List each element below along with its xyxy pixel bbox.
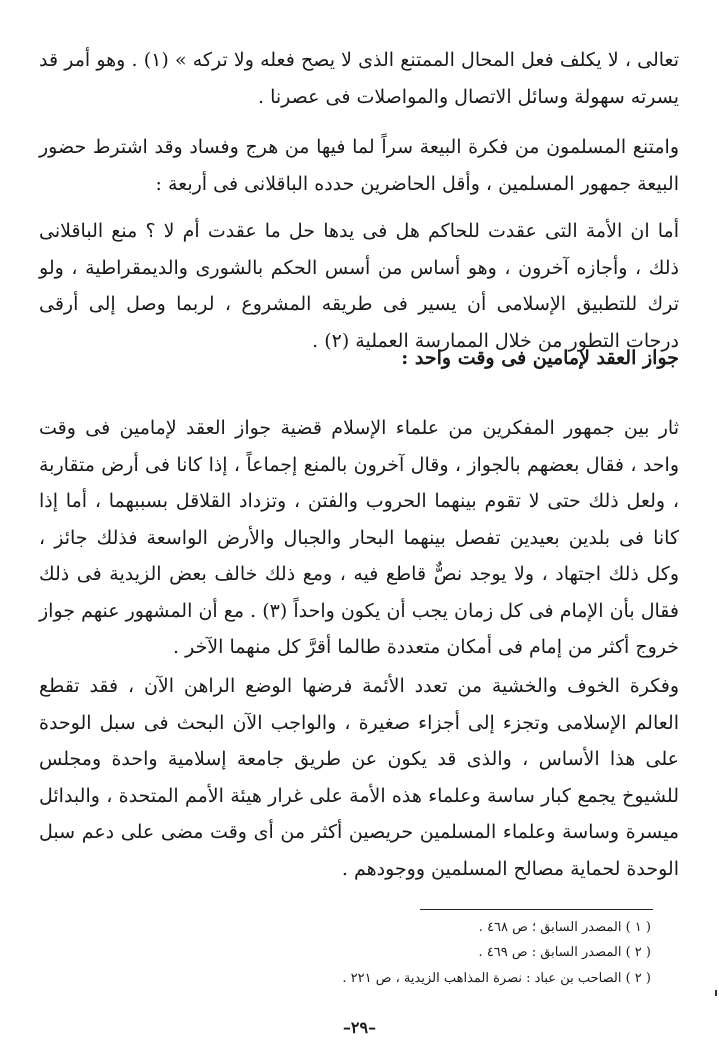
paragraph-2: وامتنع المسلمون من فكرة البيعة سراً لما فيها من هرج وفساد وقد اشترط حضور البيعة جمهور المسلمين ، وأقل الحاضرين حدده الباقلانى فى أربعة : [39,136,679,195]
page-number: –٢٩– [342,1018,377,1037]
section-heading: جواز العقد لإمامين فى وقت واحد : [401,347,679,369]
paragraph-4: ثار بين جمهور المفكرين من علماء الإسلام قضية جواز العقد لإمامين فى وقت واحد ، فقال بعضهم بالجواز ، وقال آخرون بالمنع إجماعاً ، إذا كانا فى أرض متقاربة ، ولعل ذلك حتى لا تقوم بينهما الحروب والفتن ، وتزداد القلاقل بسببهما ، أما إذا كانا فى بلدين بعيدين تفصل بينهما البحار والجبال والأرض الواسعة فذلك جائز ، وكل ذلك اجتهاد ، ولا يوجد نصٌّ قاطع فيه ، ومع ذلك خالف بعض الزيدية فى ذلك فقال بأن الإمام فى كل زمان يجب أن يكون واحداً (٣) . مع أن المشهور عنهم جواز خروج أكثر من إمام فى أمكان متعددة طالما أقرَّ كل منهما الآخر . [39,417,679,658]
footnote-2: ( ٢ ) المصدر السابق : ص ٤٦٩ . [478,945,651,960]
footnote-3: ( ٢ ) الصاحب بن عباد : نصرة المذاهب الزيدية ، ص ٢٢١ . [342,971,651,986]
page-edge-mark [715,990,717,996]
paragraph-5: وفكرة الخوف والخشية من تعدد الأئمة فرضها الوضع الراهن الآن ، فقد تقطع العالم الإسلامى وتجزء إلى أجزاء صغيرة ، والواجب الآن البحث فى سبل الوحدة على هذا الأساس ، والذى قد يكون عن طريق جامعة إسلامية واحدة ومجلس للشيوخ يجمع كبار ساسة وعلماء هذه الأمة على غرار هيئة الأمم المتحدة ، والبدائل ميسرة وساسة وعلماء المسلمين حريصين أكثر من أى وقت مضى على دعم سبل الوحدة لحماية مصالح المسلمين ووجودهم . [39,675,679,880]
footnote-1: ( ١ ) المصدر السابق ؛ ص ٤٦٨ . [478,920,651,935]
paragraph-1: تعالى ، لا يكلف فعل المحال الممتنع الذى لا يصح فعله ولا تركه » (١) . وهو أمر قد يسرته سهولة وسائل الاتصال والمواصلات فى عصرنا . [39,49,679,108]
footnote-separator [420,909,653,910]
paragraph-3: أما ان الأمة التى عقدت للحاكم هل فى يدها حل ما عقدت أم لا ؟ منع الباقلانى ذلك ، وأجازه آخرون ، وهو أساس من أسس الحكم بالشورى والديمقراطية ، ولو ترك للتطبيق الإسلامى أن يسير فى طريقه المشروع ، لربما وصل إلى أرقى درجات التطور من خلال الممارسة العملية (٢) . [39,220,679,352]
